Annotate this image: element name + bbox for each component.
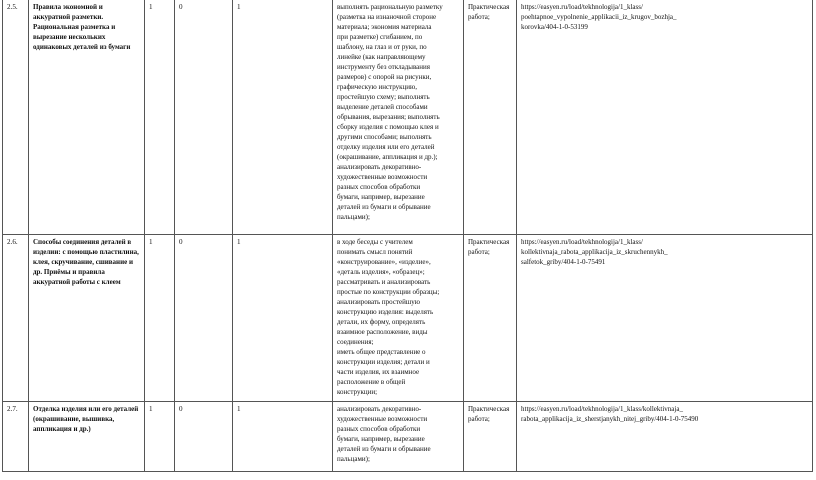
text-line: линейке (как направляющему — [337, 53, 426, 61]
text-line: конструкции; — [337, 388, 378, 396]
theory-hours-cell: 0 — [175, 235, 233, 402]
total-hours-cell: 1 — [145, 0, 175, 235]
text-line: обрывания, вырезания; выполнять — [337, 113, 440, 121]
text-line: сборку изделия с помощью клея и — [337, 123, 439, 131]
control-form-cell: Практическая работа; — [464, 235, 517, 402]
text-line: инструменту без откладывания — [337, 63, 430, 71]
text-line: бумаги, например, вырезание — [337, 435, 425, 443]
text-line: пальцами); — [337, 455, 370, 463]
resource-link[interactable] — [517, 235, 813, 402]
row-number: 2.6. — [3, 235, 29, 402]
resource-link[interactable] — [517, 0, 813, 235]
text-line: другими способами; выполнять — [337, 133, 432, 141]
text-line: выделение деталей способами — [337, 103, 428, 111]
table-row — [3, 235, 813, 402]
theory-hours-cell: 0 — [175, 402, 233, 472]
lesson-plan-table — [2, 0, 813, 472]
practice-hours-cell: 1 — [233, 235, 333, 402]
text-line: (окрашивание, аппликация и др.); — [337, 153, 438, 161]
text-line: художественные возможности — [337, 173, 428, 181]
text-line: художественные возможности — [337, 415, 428, 423]
text-line: расположение в общей — [337, 378, 406, 386]
text-line: poehtapnoe_vypolnenie_applikacii_iz_krugov_bozhja_ — [521, 13, 677, 21]
theory-hours-cell: 0 — [175, 0, 233, 235]
text-line: размеров) с опорой на рисунки, — [337, 73, 432, 81]
activity-cell — [333, 0, 464, 235]
activity-cell — [333, 235, 464, 402]
row-number: 2.7. — [3, 402, 29, 472]
text-line: отделку изделия или его деталей — [337, 143, 435, 151]
text-line: разных способов обработки — [337, 183, 421, 191]
text-line: бумаги, например, вырезание — [337, 193, 425, 201]
text-line: rabota_applikacija_iz_sherstjanykh_nitej_griby/404-1-0-75490 — [521, 415, 699, 423]
text-line: деталей из бумаги и обрывание — [337, 203, 431, 211]
text-line: в ходе беседы с учителем — [337, 238, 413, 246]
text-line: анализировать декоративно- — [337, 405, 422, 413]
text-line: «конструирование», «изделие», — [337, 258, 431, 266]
row-number: 2.5. — [3, 0, 29, 235]
text-line: выполнять рациональную разметку — [337, 3, 443, 11]
text-line: части изделия, их взаимное — [337, 368, 420, 376]
text-line: https://easyen.ru/load/tekhnologija/1_klass/kollektivnaja_ — [521, 405, 683, 413]
text-line: материала; экономия материала — [337, 23, 432, 31]
activity-cell — [333, 402, 464, 472]
text-line: разных способов обработки — [337, 425, 421, 433]
table-row — [3, 0, 813, 235]
text-line: (разметка на изнаночной стороне — [337, 13, 437, 21]
practice-hours-cell: 1 — [233, 0, 333, 235]
text-line: «деталь изделия», «образец»; — [337, 268, 425, 276]
topic-cell: Правила экономной и аккуратной разметки. Рациональная разметка и вырезание нескольких одинаковых деталей из бумаги — [29, 0, 145, 235]
text-line: salfetok_griby/404-1-0-75491 — [521, 258, 606, 266]
table-row — [3, 402, 813, 472]
text-line: kollektivnaja_rabota_applikacija_iz_skruchennykh_ — [521, 248, 668, 256]
text-line: деталей из бумаги и обрывание — [337, 445, 431, 453]
text-line: анализировать декоративно- — [337, 163, 422, 171]
control-form-cell: Практическая работа; — [464, 0, 517, 235]
text-line: https://easyen.ru/load/tekhnologija/1_klass/ — [521, 3, 643, 11]
text-line: соединения; — [337, 338, 374, 346]
text-line: взаимное расположение, виды — [337, 328, 428, 336]
text-line: при разметке) сгибанием, по — [337, 33, 423, 41]
topic-cell: Отделка изделия или его деталей (окрашивание, вышивка, аппликация и др.) — [29, 402, 145, 472]
total-hours-cell: 1 — [145, 235, 175, 402]
text-line: шаблону, на глаз и от руки, по — [337, 43, 427, 51]
text-line: конструкцию изделия: выделять — [337, 308, 434, 316]
practice-hours-cell: 1 — [233, 402, 333, 472]
text-line: иметь общее представление о — [337, 348, 426, 356]
text-line: анализировать простейшую — [337, 298, 420, 306]
text-line: простые по конструкции образцы; — [337, 288, 440, 296]
control-form-cell: Практическая работа; — [464, 402, 517, 472]
text-line: простейшую схему; выполнять — [337, 93, 430, 101]
text-line: графическую инструкцию, — [337, 83, 417, 91]
text-line: конструкции изделия; детали и — [337, 358, 430, 366]
text-line: https://easyen.ru/load/tekhnologija/1_klass/ — [521, 238, 643, 246]
text-line: korovka/404-1-0-53199 — [521, 23, 588, 31]
text-line: пальцами); — [337, 213, 370, 221]
text-line: понимать смысл понятий — [337, 248, 413, 256]
total-hours-cell: 1 — [145, 402, 175, 472]
text-line: детали, их форму, определять — [337, 318, 426, 326]
resource-link[interactable] — [517, 402, 813, 472]
topic-cell: Способы соединения деталей в изделии: с помощью пластилина, клея, скручивание, сшивание и др. Приёмы и правила аккуратной работы с клеем — [29, 235, 145, 402]
text-line: рассматривать и анализировать — [337, 278, 431, 286]
